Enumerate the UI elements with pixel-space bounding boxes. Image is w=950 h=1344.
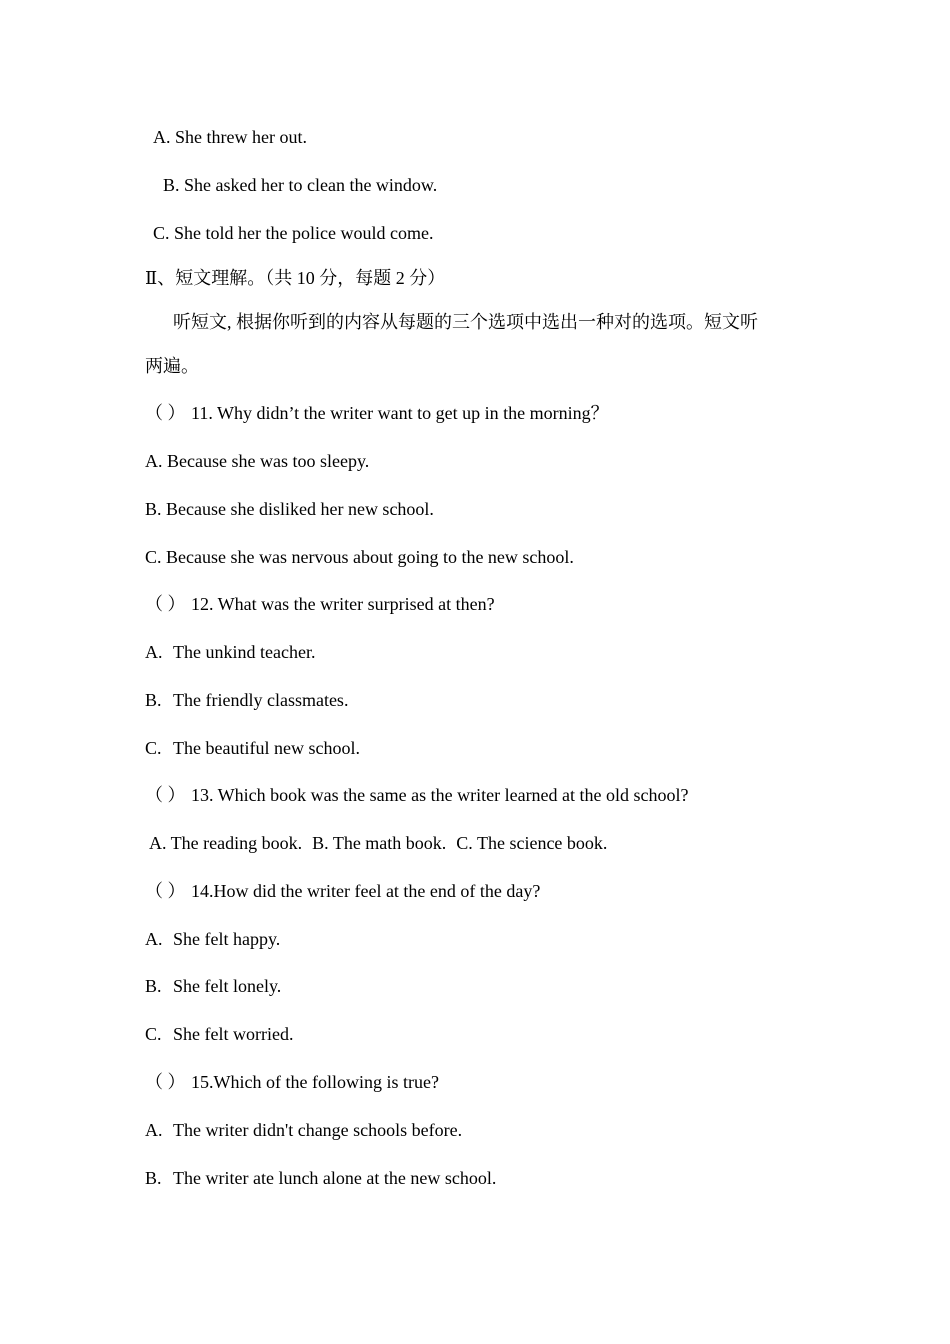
q14-option-a bbox=[145, 927, 280, 951]
option-letter: A. bbox=[145, 642, 163, 662]
option-text: The beautiful new school. bbox=[173, 738, 360, 758]
question-13 bbox=[145, 783, 689, 807]
option-text: She felt lonely. bbox=[173, 976, 282, 996]
answer-blank[interactable]: （ ） bbox=[145, 881, 186, 901]
q11-option-b: B. Because she disliked her new school. bbox=[145, 499, 434, 519]
question-11 bbox=[145, 401, 609, 425]
q11-option-a: A. Because she was too sleepy. bbox=[145, 451, 370, 471]
q12-option-b bbox=[145, 688, 348, 712]
question-text: 13. Which book was the same as the writer learned at the old school? bbox=[191, 785, 689, 805]
answer-blank[interactable]: （ ） bbox=[145, 403, 186, 423]
question-15 bbox=[145, 1070, 439, 1094]
question-text: 12. What was the writer surprised at then? bbox=[191, 594, 495, 614]
q13-option-b: B. The math book. bbox=[312, 833, 447, 853]
option-text: The writer didn't change schools before. bbox=[173, 1120, 463, 1140]
prev-option-c: C. She told her the police would come. bbox=[153, 223, 434, 243]
section-heading: Ⅱ、短文理解。（共 10 分，每题 2 分） bbox=[145, 268, 446, 288]
q13-option-c: C. The science book. bbox=[456, 833, 608, 853]
option-letter: B. bbox=[145, 976, 162, 996]
q12-option-a bbox=[145, 640, 315, 664]
q14-option-c bbox=[145, 1022, 293, 1046]
q11-option-c: C. Because she was nervous about going to the new school. bbox=[145, 547, 574, 567]
answer-blank[interactable]: （ ） bbox=[145, 594, 186, 614]
option-letter: B. bbox=[145, 690, 162, 710]
question-12 bbox=[145, 592, 495, 616]
q13-options bbox=[149, 831, 607, 855]
prev-option-b: B. She asked her to clean the window. bbox=[163, 175, 438, 195]
q13-option-a: A. The reading book. bbox=[149, 833, 303, 853]
q12-option-c bbox=[145, 736, 360, 760]
q15-option-a bbox=[145, 1118, 462, 1142]
option-letter: B. bbox=[145, 1168, 162, 1188]
option-letter: A. bbox=[145, 1120, 163, 1140]
option-text: The friendly classmates. bbox=[173, 690, 349, 710]
answer-blank[interactable]: （ ） bbox=[145, 1072, 186, 1092]
question-text: 15.Which of the following is true? bbox=[191, 1072, 439, 1092]
answer-blank[interactable]: （ ） bbox=[145, 785, 186, 805]
option-text: She felt worried. bbox=[173, 1024, 294, 1044]
option-text: The unkind teacher. bbox=[173, 642, 316, 662]
q14-option-b bbox=[145, 974, 281, 998]
option-text: The writer ate lunch alone at the new school. bbox=[173, 1168, 497, 1188]
prev-option-a: A. She threw her out. bbox=[153, 127, 307, 147]
question-14 bbox=[145, 879, 540, 903]
section-instruction-line2: 两遍。 bbox=[145, 356, 199, 376]
option-letter: A. bbox=[145, 929, 163, 949]
q15-option-b bbox=[145, 1166, 496, 1190]
option-letter: C. bbox=[145, 738, 162, 758]
question-text: 14.How did the writer feel at the end of the day? bbox=[191, 881, 541, 901]
question-text: 11. Why didn’t the writer want to get up in the morning？ bbox=[191, 403, 609, 423]
section-instruction-line1: 听短文, 根据你听到的内容从每题的三个选项中选出一种对的选项。短文听 bbox=[173, 312, 758, 332]
option-text: She felt happy. bbox=[173, 929, 281, 949]
option-letter: C. bbox=[145, 1024, 162, 1044]
